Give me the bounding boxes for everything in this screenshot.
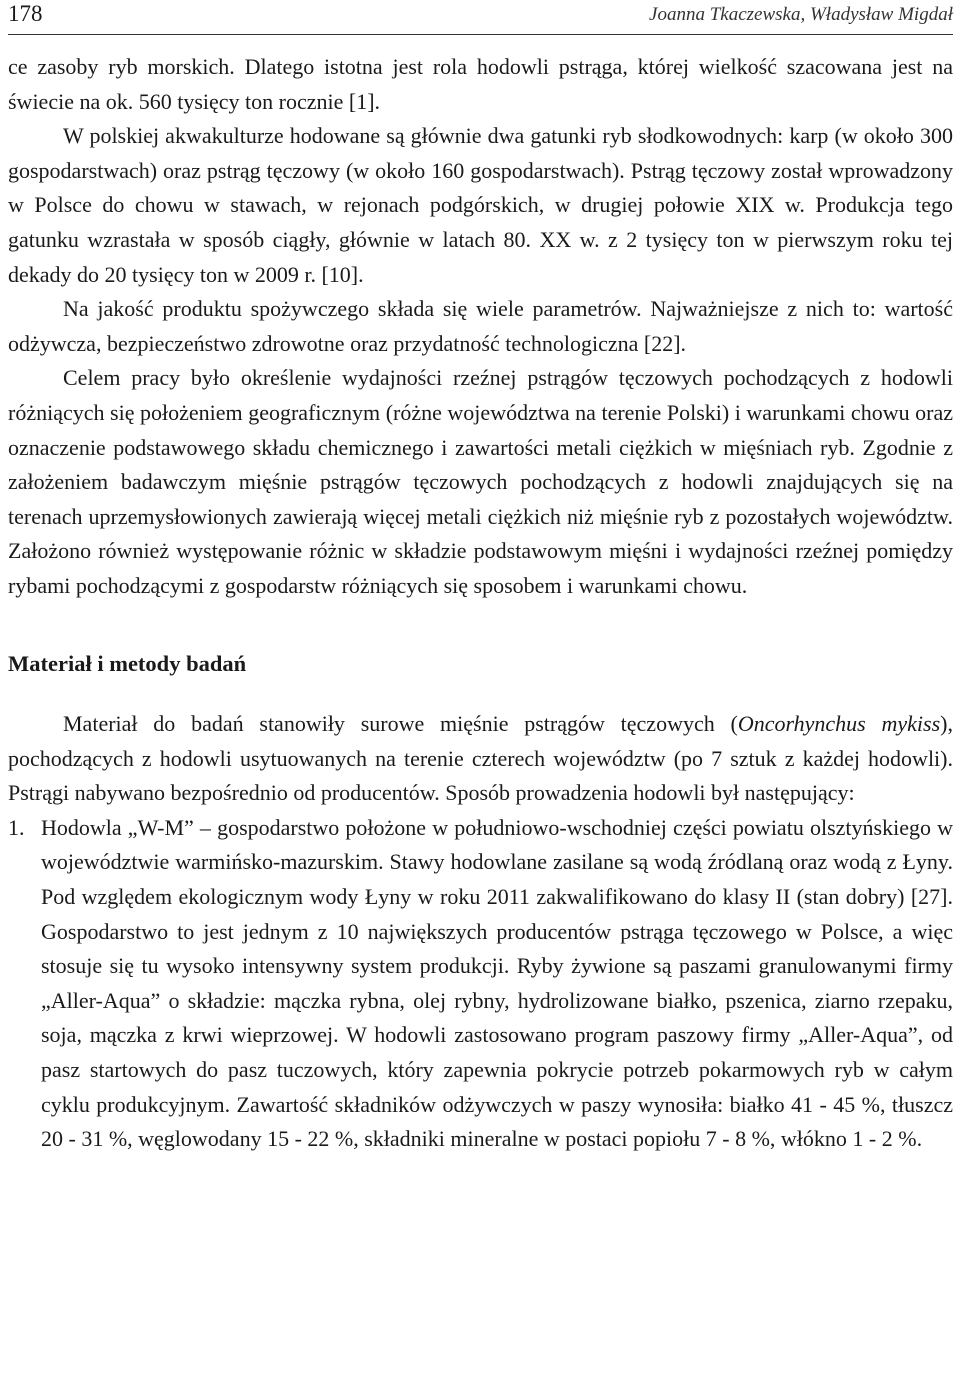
paragraph-aim: Celem pracy było określenie wydajności rzeźnej pstrągów tęczowych pochodzących z hodowli różniących się położeniem geograficznym (różne województwa na terenie Polski) i warunkami chowu oraz oznaczenie podstawowego składu chemicznego i zawartości metali ciężkich w mięśniach ryb. Zgodnie z założeniem badawczym mięśnie pstrągów tęczowych pochodzących z hodowli znajdujących się na terenach uprzemysłowionych zawierają więcej metali ciężkich niż mięśnie ryb z pozostałych województw. Założono również występowanie różnic w składzie podstawowym mięśni i wydajności rzeźnej pomiędzy rybami pochodzącymi z gospodarstw różniących się sposobem i warunkami chowu.: [8, 365, 953, 598]
running-header: [8, 0, 953, 35]
page-number: 178: [8, 1, 43, 26]
paragraph-quality: Na jakość produktu spożywczego składa się wiele parametrów. Najważniejsze z nich to: wartość odżywcza, bezpieczeństwo zdrowotne oraz przydatność technologiczna [22].: [8, 296, 953, 356]
paragraph-aquaculture: W polskiej akwakulturze hodowane są głównie dwa gatunki ryb słodkowodnych: karp (w około 300 gospodarstwach) oraz pstrąg tęczowy (w około 160 gospodarstwach). Pstrąg tęczowy został wprowadzony w Polsce do chowu w stawach, w rejonach podgórskich, w drugiej połowie XIX w. Produkcja tego gatunku wzrastała w sposób ciągły, głównie w latach 80. XX w. z 2 tysięcy ton w pierwszym roku tej dekady do 20 tysięcy ton w 2009 r. [10].: [8, 123, 953, 287]
materials-text-start: Materiał do badań stanowiły surowe mięśnie pstrągów tęczowych (: [63, 711, 738, 737]
paragraph-continued: ce zasoby ryb morskich. Dlatego istotna jest rola hodowli pstrąga, której wielkość szacowana jest na świecie na ok. 560 tysięcy ton rocznie [1].: [8, 54, 953, 114]
section-heading: Materiał i metody badań: [8, 650, 247, 676]
header-authors: Joanna Tkaczewska, Władysław Migdał: [649, 4, 953, 25]
list-item: [8, 811, 953, 1157]
body-text: [8, 50, 953, 1157]
list-item-number: 1.: [8, 814, 25, 840]
materials-text-end: ), pochodzących z hodowli usytuowanych na terenie czterech województw (po 7 sztuk z każdej hodowli). Pstrągi nabywano bezpośrednio od producentów. Sposób prowadzenia hodowli był następujący:: [8, 711, 953, 806]
paragraph-materials: [8, 707, 953, 811]
species-name: Oncorhynchus mykiss: [737, 711, 941, 737]
list-item-text: Hodowla „W-M” – gospodarstwo położone w południowo-wschodniej części powiatu olsztyńskiego w województwie warmińsko-mazurskim. Stawy hodowlane zasilane są wodą źródlaną oraz wodą z Łyny. Pod względem ekologicznym wody Łyny w roku 2011 zakwalifikowano do klasy II (stan dobry) [27]. Gospodarstwo to jest jednym z 10 największych producentów pstrąga tęczowego w Polsce, a więc stosuje się tu wysoko intensywny system produkcji. Ryby żywione są paszami granulowanymi firmy „Aller-Aqua” o składzie: mączka rybna, olej rybny, hydrolizowane białko, pszenica, ziarno rzepaku, soja, mączka z krwi wieprzowej. W hodowli zastosowano program paszowy firmy „Aller-Aqua”, od pasz startowych do pasz tuczowych, który zapewnia pokrycie potrzeb pokarmowych ryb w całym cyklu produkcyjnym. Zawartość składników odżywczych w paszy wynosiła: białko 41 - 45 %, tłuszcz 20 - 31 %, węglowodany 15 - 22 %, składniki mineralne w postaci popiołu 7 - 8 %, włókno 1 - 2 %.: [41, 814, 953, 1152]
